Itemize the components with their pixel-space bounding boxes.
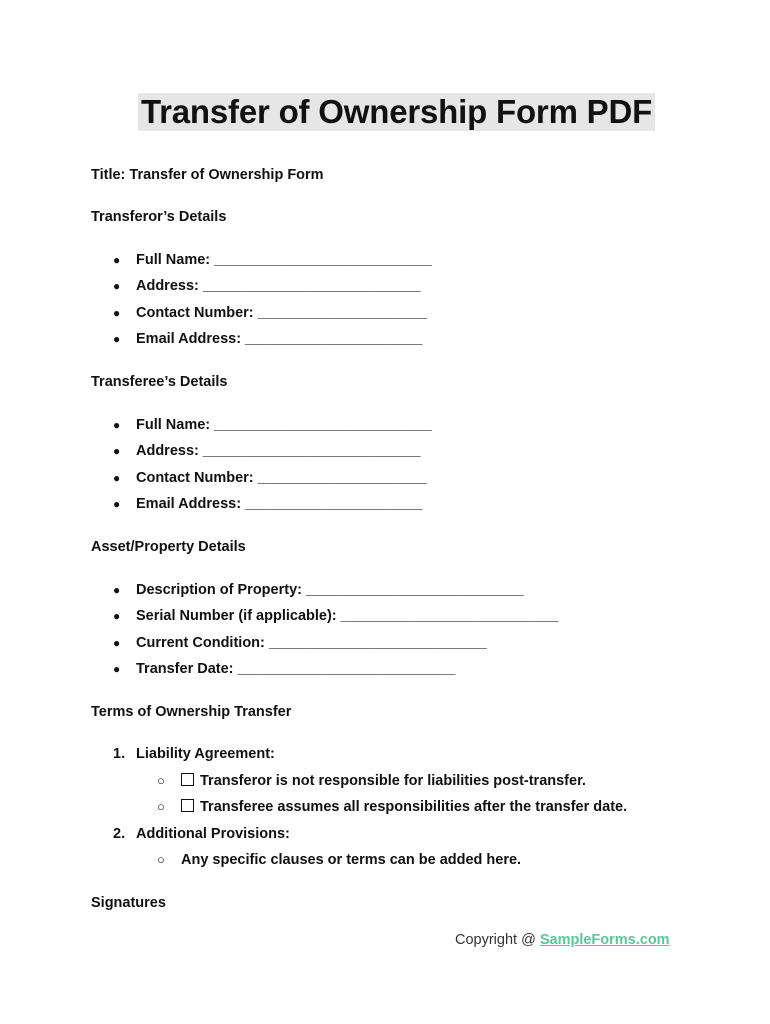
sub-item-text: Transferee assumes all responsibilities after the transfer date. (200, 799, 628, 815)
list-item (113, 277, 421, 295)
sub-item (157, 798, 627, 816)
field-label: Contact Number: _____________________ (136, 470, 427, 486)
bullet-icon: ● (113, 609, 121, 623)
terms-heading: Terms of Ownership Transfer (91, 704, 292, 720)
list-item (113, 251, 432, 269)
field-label: Full Name: ___________________________ (136, 417, 432, 433)
sub-item-text: Any specific clauses or terms can be added here. (181, 852, 522, 868)
item-label: Liability Agreement: (136, 746, 275, 762)
field-label: Current Condition: ___________________________ (136, 635, 487, 651)
sub-item (157, 772, 586, 790)
field-label: Email Address: ______________________ (136, 496, 423, 512)
circle-bullet-icon: ○ (157, 799, 165, 814)
list-item (113, 660, 455, 678)
field-label: Address: ___________________________ (136, 443, 421, 459)
title-line: Title: Transfer of Ownership Form (91, 167, 324, 183)
bullet-icon: ● (113, 497, 121, 511)
bullet-icon: ● (113, 332, 121, 346)
numbered-item (113, 825, 290, 843)
list-item (113, 330, 422, 348)
transferor-heading: Transferor’s Details (91, 209, 227, 225)
brand-link[interactable]: SampleForms.com (539, 932, 670, 948)
numbered-item (113, 745, 275, 763)
list-item (113, 581, 524, 599)
sub-item-text: Transferor is not responsible for liabilities post-transfer. (200, 773, 586, 789)
field-label: Full Name: ___________________________ (136, 252, 432, 268)
checkbox[interactable] (181, 799, 194, 812)
bullet-icon: ● (113, 471, 121, 485)
bullet-icon: ● (113, 444, 121, 458)
asset-heading: Asset/Property Details (91, 539, 246, 555)
list-item (113, 495, 422, 513)
field-label: Contact Number: _____________________ (136, 305, 427, 321)
list-item (113, 304, 427, 322)
item-label: Additional Provisions: (136, 826, 290, 842)
sub-item (157, 851, 521, 869)
list-item (113, 442, 421, 460)
item-number: 1. (113, 746, 126, 762)
copyright-footer (455, 931, 670, 949)
bullet-icon: ● (113, 279, 121, 293)
bullet-icon: ● (113, 418, 121, 432)
bullet-icon: ● (113, 253, 121, 267)
field-label: Email Address: ______________________ (136, 331, 423, 347)
circle-bullet-icon: ○ (157, 852, 165, 867)
list-item (113, 634, 487, 652)
field-label: Address: ___________________________ (136, 278, 421, 294)
field-label: Description of Property: ___________________________ (136, 582, 524, 598)
item-number: 2. (113, 826, 126, 842)
bullet-icon: ● (113, 583, 121, 597)
bullet-icon: ● (113, 636, 121, 650)
field-label: Transfer Date: ___________________________ (136, 661, 456, 677)
bullet-icon: ● (113, 662, 121, 676)
list-item (113, 469, 427, 487)
field-label: Serial Number (if applicable): ___________________________ (136, 608, 559, 624)
list-item (113, 607, 558, 625)
list-item (113, 416, 432, 434)
document-heading: Transfer of Ownership Form PDF (138, 93, 655, 131)
bullet-icon: ● (113, 306, 121, 320)
copyright-prefix: Copyright @ (455, 932, 540, 948)
checkbox[interactable] (181, 773, 194, 786)
transferee-heading: Transferee’s Details (91, 374, 228, 390)
signatures-heading: Signatures (91, 895, 166, 911)
circle-bullet-icon: ○ (157, 773, 165, 788)
